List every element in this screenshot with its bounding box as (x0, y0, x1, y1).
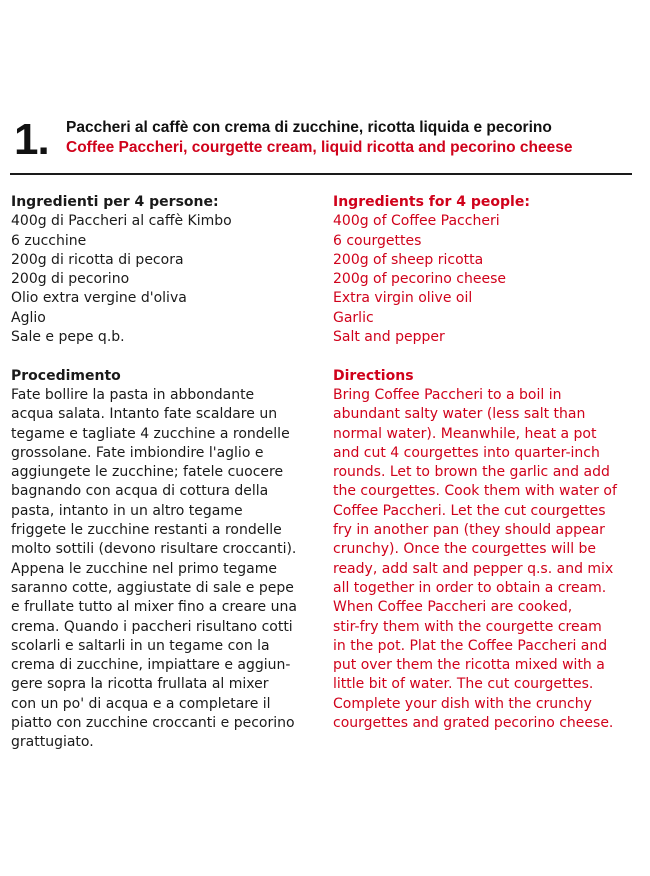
ingredient-item: 400g di Paccheri al caffè Kimbo (11, 213, 232, 230)
title-english: Coffee Paccheri, courgette cream, liquid ricotta and pecorino cheese (66, 139, 573, 156)
ingredient-item: 200g of sheep ricotta (333, 251, 484, 268)
title-italian: Paccheri al caffè con crema di zucchine, ricotta liquida e pecorino (66, 119, 552, 136)
directions-text-it: Fate bollire la pasta in abbondante acqua salata. Intanto fate scaldare un tegame e tagliate 4 zucchine a rondelle grossolane. Fate imbiondire l'aglio e aggiungete le zucchine; fatele cuocere bagnando con acqua di cottura della pasta, intanto in un altro tegame friggete le zucchine restanti a rondelle molto sottili (devono risultare croccanti). Appena le zucchine nel primo tegame saranno cotte, aggiustate di sale e pepe e frullate tutto al mixer fino a creare una crema. Quando i paccheri risultano cotti scolarli e saltarli in un tegame con la crema di zucchine, impiattare e aggiun- gere sopra la ricotta frullata al mixer con un po' di acqua e a completare il piatto con zucchine croccanti e pecorino grattugiato. (11, 386, 297, 751)
ingredient-item: 200g di pecorino (11, 271, 130, 288)
directions-heading-it: Procedimento (11, 367, 121, 384)
italian-column (11, 193, 316, 753)
ingredient-item: Aglio (11, 309, 46, 326)
recipe-header (14, 114, 634, 170)
ingredients-list-it (11, 212, 316, 347)
ingredient-item: 200g di ricotta di pecora (11, 251, 184, 268)
ingredient-item: 200g of pecorino cheese (333, 271, 507, 288)
ingredient-item: Olio extra vergine d'oliva (11, 290, 187, 307)
ingredient-item: Salt and pepper (333, 329, 445, 346)
ingredients-list-en (333, 212, 638, 347)
ingredient-item: 400g of Coffee Paccheri (333, 213, 500, 230)
ingredient-item: Sale e pepe q.b. (11, 329, 125, 346)
directions-heading-en: Directions (333, 367, 414, 384)
recipe-number: 1. (14, 115, 49, 164)
ingredients-heading-it: Ingredienti per 4 persone: (11, 194, 219, 210)
ingredients-heading-en: Ingredients for 4 people: (333, 194, 530, 210)
recipe-titles (66, 118, 572, 158)
ingredient-item: 6 courgettes (333, 232, 422, 249)
ingredient-item: Garlic (333, 309, 374, 326)
ingredient-item: 6 zucchine (11, 232, 87, 249)
english-column (333, 193, 638, 733)
directions-text-en: Bring Coffee Paccheri to a boil in abundant salty water (less salt than normal water). Meanwhile, heat a pot and cut 4 courgettes into quarter-inch rounds. Let to brown the garlic and add the courgettes. Cook them with water of Coffee Paccheri. Let the cut courgettes fry in another pan (they should appear crunchy). Once the courgettes will be ready, add salt and pepper q.s. and mix all together in order to obtain a cream. When Coffee Paccheri are cooked, stir-fry them with the courgette cream in the pot. Plat the Coffee Paccheri and put over them the ricotta mixed with a little bit of water. The cut courgettes. Complete your dish with the crunchy courgettes and grated pecorino cheese. (333, 386, 617, 732)
ingredient-item: Extra virgin olive oil (333, 290, 473, 307)
header-divider (10, 173, 632, 175)
